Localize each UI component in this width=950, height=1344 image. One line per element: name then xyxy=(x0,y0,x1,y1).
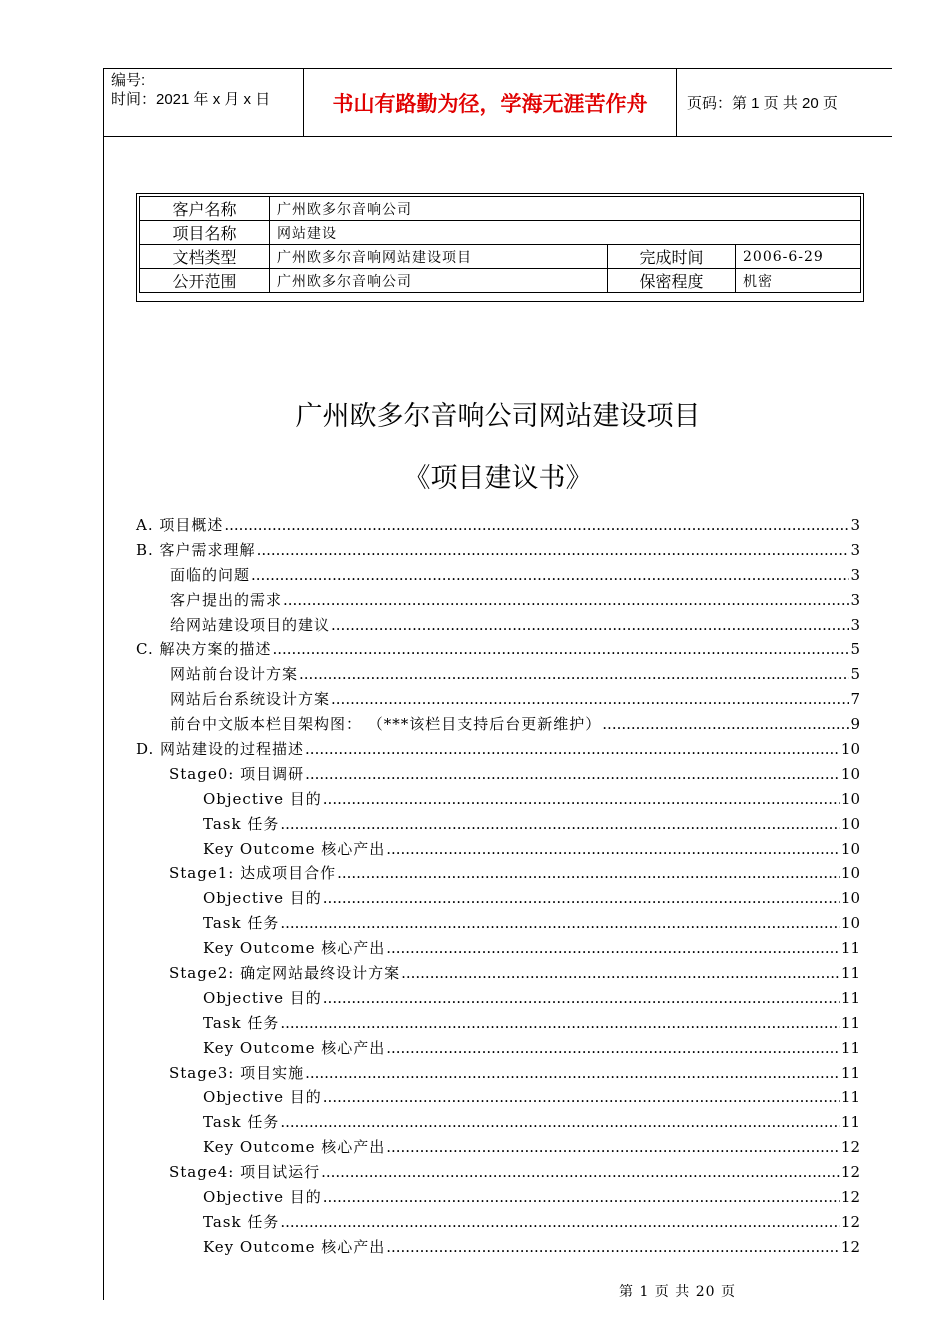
toc-leader-dots xyxy=(331,687,849,712)
toc-entry-page: 11 xyxy=(840,939,860,958)
toc-entry-text: A. 项目概述 xyxy=(136,516,224,534)
toc-entry[interactable] xyxy=(136,662,860,687)
toc-entry[interactable] xyxy=(136,1085,860,1110)
table-of-contents xyxy=(136,513,860,1260)
toc-entry-page: 3 xyxy=(850,590,860,609)
doctype-value: 广州欧多尔音响网站建设项目 xyxy=(270,245,608,269)
toc-entry-page: 10 xyxy=(840,789,860,808)
toc-entry-text: Objective 目的 xyxy=(203,1088,322,1107)
toc-entry-text: 给网站建设项目的建议 xyxy=(170,615,331,634)
client-value: 广州欧多尔音响公司 xyxy=(270,197,861,221)
toc-entry[interactable] xyxy=(136,986,860,1011)
toc-entry-text: 面临的问题 xyxy=(170,565,251,584)
toc-leader-dots xyxy=(257,538,850,563)
toc-entry[interactable] xyxy=(136,1235,860,1260)
toc-entry-text: Key Outcome 核心产出 xyxy=(203,839,386,858)
toc-entry-text: Objective 目的 xyxy=(203,1188,322,1207)
toc-entry[interactable] xyxy=(136,538,860,563)
toc-entry-page: 5 xyxy=(850,665,860,684)
done-label: 完成时间 xyxy=(608,245,736,269)
secret-label: 保密程度 xyxy=(608,269,736,293)
toc-leader-dots xyxy=(280,911,840,936)
toc-leader-dots xyxy=(323,787,840,812)
toc-entry-text: Objective 目的 xyxy=(203,789,322,808)
toc-entry-text: Objective 目的 xyxy=(203,988,322,1007)
document-info-table xyxy=(136,193,864,302)
toc-entry[interactable] xyxy=(136,737,860,762)
toc-entry-page: 11 xyxy=(840,1113,860,1132)
toc-entry[interactable] xyxy=(136,563,860,588)
toc-entry-page: 10 xyxy=(840,764,860,783)
toc-entry-text: Task 任务 xyxy=(203,914,280,933)
toc-entry-text: D. 网站建设的过程描述 xyxy=(136,740,305,759)
toc-entry-text: Stage0: 项目调研 xyxy=(169,764,305,783)
toc-leader-dots xyxy=(283,588,849,613)
toc-leader-dots xyxy=(321,1160,840,1185)
toc-entry[interactable] xyxy=(136,861,860,886)
toc-entry-text: Task 任务 xyxy=(203,1113,280,1132)
toc-entry-page: 5 xyxy=(850,640,860,659)
secret-value: 机密 xyxy=(736,269,861,293)
toc-entry[interactable] xyxy=(136,513,860,538)
document-number-label: 编号: xyxy=(111,72,146,89)
toc-entry-text: B. 客户需求理解 xyxy=(136,540,256,559)
toc-leader-dots xyxy=(280,1011,840,1036)
toc-entry-page: 3 xyxy=(850,516,860,534)
done-value: 2006-6-29 xyxy=(736,245,861,269)
toc-entry-text: Stage4: 项目试运行 xyxy=(169,1163,321,1182)
toc-entry-page: 3 xyxy=(850,540,860,559)
toc-leader-dots xyxy=(331,613,849,638)
toc-leader-dots xyxy=(323,886,840,911)
toc-entry[interactable] xyxy=(136,687,860,712)
toc-entry[interactable] xyxy=(136,1036,860,1061)
toc-entry[interactable] xyxy=(136,1061,860,1086)
toc-entry[interactable] xyxy=(136,812,860,837)
toc-entry-page: 11 xyxy=(840,1088,860,1107)
toc-entry-page: 11 xyxy=(840,964,860,983)
toc-entry-page: 11 xyxy=(840,1063,860,1082)
toc-entry-page: 11 xyxy=(840,988,860,1007)
info-row-client xyxy=(140,197,861,221)
page-footer: 第 1 页 共 20 页 xyxy=(619,1284,736,1300)
toc-entry[interactable] xyxy=(136,1210,860,1235)
toc-leader-dots xyxy=(386,1135,840,1160)
toc-entry[interactable] xyxy=(136,588,860,613)
toc-leader-dots xyxy=(337,861,840,886)
toc-entry[interactable] xyxy=(136,1110,860,1135)
header-meta xyxy=(103,69,303,136)
toc-entry[interactable] xyxy=(136,613,860,638)
toc-entry-text: Task 任务 xyxy=(203,814,280,833)
scope-value: 广州欧多尔音响公司 xyxy=(270,269,608,293)
toc-leader-dots xyxy=(305,1061,840,1086)
toc-leader-dots xyxy=(386,837,840,862)
toc-leader-dots xyxy=(602,712,849,737)
info-row-project xyxy=(140,221,861,245)
toc-entry[interactable] xyxy=(136,886,860,911)
toc-entry-text: Stage2: 确定网站最终设计方案 xyxy=(169,964,401,983)
toc-entry[interactable] xyxy=(136,762,860,787)
toc-entry-page: 10 xyxy=(840,814,860,833)
toc-entry-text: Key Outcome 核心产出 xyxy=(203,939,386,958)
toc-leader-dots xyxy=(224,513,849,538)
toc-entry-text: Key Outcome 核心产出 xyxy=(203,1038,386,1057)
toc-leader-dots xyxy=(386,936,840,961)
toc-entry-text: 网站后台系统设计方案 xyxy=(170,690,331,709)
project-value: 网站建设 xyxy=(270,221,861,245)
toc-leader-dots xyxy=(299,662,849,687)
toc-entry-page: 3 xyxy=(850,565,860,584)
toc-entry[interactable] xyxy=(136,1185,860,1210)
document-time-label: 时间：2021 年 x 月 x 日 xyxy=(111,91,271,108)
toc-entry-page: 12 xyxy=(840,1237,860,1256)
toc-entry[interactable] xyxy=(136,911,860,936)
toc-leader-dots xyxy=(280,812,840,837)
header-page-number: 页码：第 1 页 共 20 页 xyxy=(687,95,838,112)
toc-leader-dots xyxy=(323,1185,840,1210)
toc-entry-text: Key Outcome 核心产出 xyxy=(203,1237,386,1256)
toc-leader-dots xyxy=(323,1085,840,1110)
header-motto-cell xyxy=(303,69,677,136)
toc-entry[interactable] xyxy=(136,837,860,862)
toc-leader-dots xyxy=(272,637,849,662)
document-subtitle: 《项目建议书》 xyxy=(403,463,593,494)
toc-entry-page: 3 xyxy=(850,615,860,634)
toc-entry-page: 10 xyxy=(840,839,860,858)
toc-entry-page: 10 xyxy=(840,864,860,883)
info-row-scope xyxy=(140,269,861,293)
toc-entry-text: Task 任务 xyxy=(203,1212,280,1231)
toc-entry[interactable] xyxy=(136,1160,860,1185)
toc-leader-dots xyxy=(386,1036,840,1061)
toc-leader-dots xyxy=(280,1210,840,1235)
toc-entry-text: C. 解决方案的描述 xyxy=(136,640,272,659)
page-left-border xyxy=(103,68,104,1300)
toc-entry-text: 网站前台设计方案 xyxy=(170,665,299,684)
toc-entry-text: 客户提出的需求 xyxy=(170,590,283,609)
toc-entry[interactable] xyxy=(136,637,860,662)
toc-entry-text: 前台中文版本栏目架构图： （***该栏目支持后台更新维护） xyxy=(170,715,602,734)
toc-entry-page: 10 xyxy=(840,889,860,908)
toc-entry-page: 12 xyxy=(840,1212,860,1231)
toc-entry-page: 12 xyxy=(840,1188,860,1207)
project-label: 项目名称 xyxy=(140,221,270,245)
toc-entry-text: Key Outcome 核心产出 xyxy=(203,1138,386,1157)
toc-entry-text: Task 任务 xyxy=(203,1013,280,1032)
toc-leader-dots xyxy=(305,737,840,762)
toc-leader-dots xyxy=(251,563,849,588)
toc-entry-page: 12 xyxy=(840,1138,860,1157)
toc-entry[interactable] xyxy=(136,936,860,961)
toc-leader-dots xyxy=(280,1110,840,1135)
doctype-label: 文档类型 xyxy=(140,245,270,269)
toc-entry-text: Stage3: 项目实施 xyxy=(169,1063,305,1082)
toc-entry[interactable] xyxy=(136,1135,860,1160)
toc-entry-page: 7 xyxy=(850,690,860,709)
client-label: 客户名称 xyxy=(140,197,270,221)
toc-entry-page: 12 xyxy=(840,1163,860,1182)
toc-entry[interactable] xyxy=(136,961,860,986)
toc-entry-text: Stage1: 达成项目合作 xyxy=(169,864,337,883)
document-title: 广州欧多尔音响公司网站建设项目 xyxy=(295,401,701,432)
toc-entry-page: 9 xyxy=(850,715,860,734)
toc-entry[interactable] xyxy=(136,787,860,812)
scope-label: 公开范围 xyxy=(140,269,270,293)
info-row-doctype xyxy=(140,245,861,269)
toc-leader-dots xyxy=(401,961,840,986)
header-motto: 书山有路勤为径，学海无涯苦作舟 xyxy=(332,91,648,116)
page-header xyxy=(103,68,892,137)
toc-leader-dots xyxy=(305,762,840,787)
toc-entry-page: 11 xyxy=(840,1013,860,1032)
toc-leader-dots xyxy=(386,1235,840,1260)
toc-entry[interactable] xyxy=(136,1011,860,1036)
toc-entry-page: 10 xyxy=(840,740,860,759)
toc-entry-page: 10 xyxy=(840,914,860,933)
toc-entry-page: 11 xyxy=(840,1038,860,1057)
toc-entry-text: Objective 目的 xyxy=(203,889,322,908)
toc-entry[interactable] xyxy=(136,712,860,737)
toc-leader-dots xyxy=(323,986,840,1011)
header-page-cell xyxy=(677,69,892,136)
